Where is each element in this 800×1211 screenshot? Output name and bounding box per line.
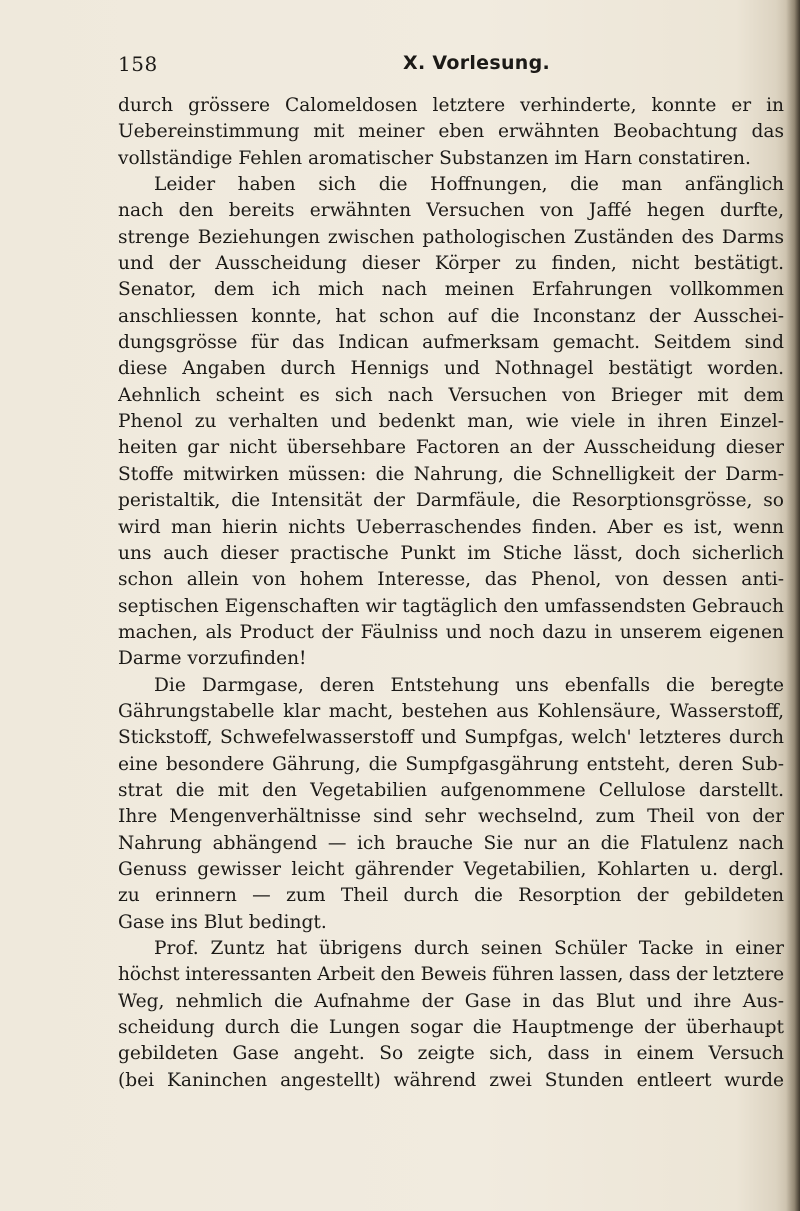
text-line: zu erinnern — zum Theil durch die Resorption der gebildeten xyxy=(118,885,784,907)
text-line: höchst interessanten Arbeit den Beweis führen lassen, dass der letztere xyxy=(118,964,784,986)
text-line: Gase ins Blut bedingt. xyxy=(118,911,327,933)
page-edge-shadow xyxy=(786,0,800,1211)
text-line: Gährungstabelle klar macht, bestehen aus Kohlensäure, Wasserstoff, xyxy=(118,700,784,722)
text-line: Darme vorzufinden! xyxy=(118,648,307,670)
page-header xyxy=(118,52,784,82)
text-line: Aehnlich scheint es sich nach Versuchen von Brieger mit dem xyxy=(118,384,784,406)
text-line: vollständige Fehlen aromatischer Substanzen im Harn constatiren. xyxy=(118,147,751,169)
text-line: durch grössere Calomeldosen letztere verhinderte, konnte er in xyxy=(118,95,784,116)
text-line: Senator, dem ich mich nach meinen Erfahrungen vollkommen xyxy=(118,279,784,301)
text-line: uns auch dieser practische Punkt im Stiche lässt, doch sicherlich xyxy=(118,542,784,564)
text-line: Leider haben sich die Hoffnungen, die man anfänglich xyxy=(154,174,784,196)
text-line: heiten gar nicht übersehbare Factoren an der Ausscheidung dieser xyxy=(118,437,784,459)
text-line: und der Ausscheidung dieser Körper zu finden, nicht bestätigt. xyxy=(118,253,784,275)
text-line: anschliessen konnte, hat schon auf die Inconstanz der Ausschei- xyxy=(118,305,784,327)
text-line: Nahrung abhängend — ich brauche Sie nur an die Flatulenz nach xyxy=(118,832,784,854)
text-line: eine besondere Gährung, die Sumpfgasgährung entsteht, deren Sub- xyxy=(118,753,784,775)
page-number: 158 xyxy=(118,52,158,76)
text-line: (bei Kaninchen angestellt) während zwei Stunden entleert wurde xyxy=(118,1069,784,1091)
text-line: machen, als Product der Fäulniss und noch dazu in unserem eigenen xyxy=(118,621,784,643)
text-line: septischen Eigenschaften wir tagtäglich den umfassendsten Gebrauch xyxy=(118,595,784,617)
text-line: Stickstoff, Schwefelwasserstoff und Sumpfgas, welch' letzteres durch xyxy=(118,727,784,749)
text-line: Genuss gewisser leicht gährender Vegetabilien, Kohlarten u. dergl. xyxy=(118,858,784,880)
text-line: Uebereinstimmung mit meiner eben erwähnten Beobachtung das xyxy=(118,121,784,143)
running-head: X. Vorlesung. xyxy=(403,52,551,74)
text-line: Die Darmgase, deren Entstehung uns ebenfalls die beregte xyxy=(154,674,784,696)
text-line: nach den bereits erwähnten Versuchen von Jaffé hegen durfte, xyxy=(118,200,784,222)
text-line: Stoffe mitwirken müssen: die Nahrung, die Schnelligkeit der Darm- xyxy=(118,463,784,485)
text-line: Ihre Mengenverhältnisse sind sehr wechselnd, zum Theil von der xyxy=(118,806,784,828)
text-line: wird man hierin nichts Ueberraschendes finden. Aber es ist, wenn xyxy=(118,516,784,538)
text-line: scheidung durch die Lungen sogar die Hauptmenge der überhaupt xyxy=(118,1017,784,1039)
text-line: diese Angaben durch Hennigs und Nothnagel bestätigt worden. xyxy=(118,358,784,380)
text-line: Prof. Zuntz hat übrigens durch seinen Schüler Tacke in einer xyxy=(154,938,784,959)
body-text xyxy=(118,93,784,1094)
text-line: strat die mit den Vegetabilien aufgenommene Cellulose darstellt. xyxy=(118,779,784,801)
text-line: Weg, nehmlich die Aufnahme der Gase in das Blut und ihre Aus- xyxy=(118,990,784,1012)
text-line: gebildeten Gase angeht. So zeigte sich, dass in einem Versuch xyxy=(118,1043,784,1065)
text-line: peristaltik, die Intensität der Darmfäule, die Resorptionsgrösse, so xyxy=(118,490,784,512)
text-line: dungsgrösse für das Indican aufmerksam gemacht. Seitdem sind xyxy=(118,332,784,354)
text-line: strenge Beziehungen zwischen pathologischen Zuständen des Darms xyxy=(118,226,784,248)
text-line: schon allein von hohem Interesse, das Phenol, von dessen anti- xyxy=(118,569,784,591)
text-line: Phenol zu verhalten und bedenkt man, wie viele in ihren Einzel- xyxy=(118,411,784,433)
